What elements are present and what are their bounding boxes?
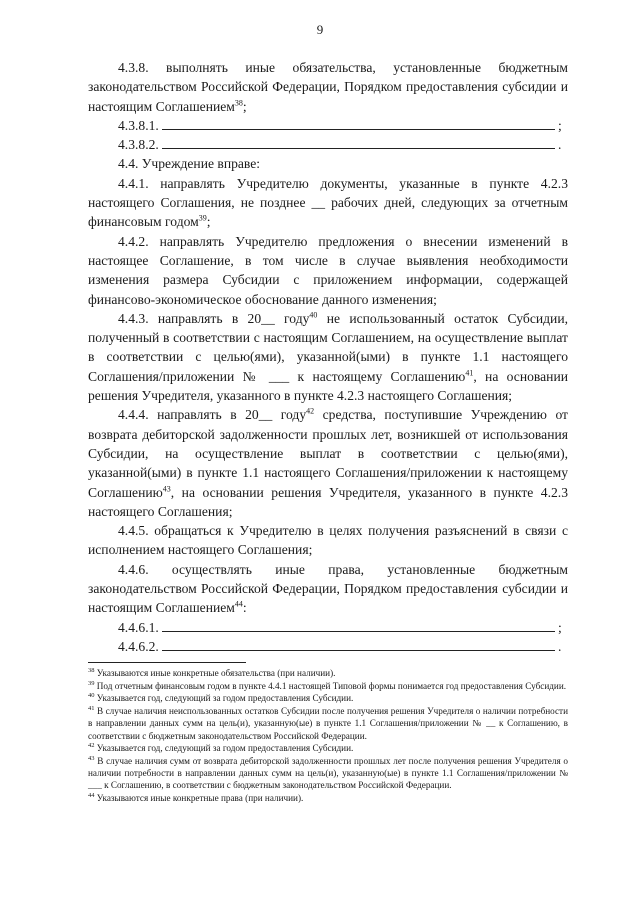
clause-4-4-4: 4.4.4. направлять в 20__ году$^{42}$ средства, поступившие Учреждению от возврата дебиторской задолженности прошлых лет, возникшей от использования Субсидии, на осуществление выплат в соответствии с целью(ями), указанной(ыми) в пункте 1.1 настоящего Соглашения/приложении к настоящему Соглашению$^{43}$, на основании решения Учредителя, указанного в пункте 4.2.3 настоящего Соглашения; — [88, 406, 568, 519]
footnote-ref: 42 — [306, 406, 315, 416]
blank-fill-line — [162, 637, 555, 651]
clause-4-4-6-1: 4.4.6.1. ; — [118, 619, 562, 635]
footnote-ref: 43 — [162, 484, 171, 493]
page-number: 9 — [316, 22, 324, 37]
clause-4-4-1: 4.4.1. направлять Учредителю документы, указанные в пункте 4.2.3 настоящего Соглашения, не позднее __ рабочих дней, следующих за отчетным финансовым годом$^{39}$; — [88, 175, 568, 230]
clause-4-4-6-2: 4.4.6.2. . — [118, 638, 562, 654]
footnote-ref: 38 — [234, 98, 243, 108]
footnote-39: $^{39}$ Под отчетным финансовым годом в пункте 4.4.1 настоящей Типовой формы понимается год предоставления Субсидии. — [88, 679, 567, 691]
clause-4-3-8-1: 4.3.8.1. ; — [118, 117, 562, 133]
footnote-ref: 41 — [465, 368, 474, 378]
clause-4-4: 4.4. Учреждение вправе: — [118, 156, 261, 172]
footnote-38: $^{38}$ Указываются иные конкретные обязательства (при наличии). — [88, 666, 336, 678]
clause-4-4-6: 4.4.6. осуществлять иные права, установленные бюджетным законодательством Российской Федерации, Порядком предоставления субсидии и настоящим Соглашением$^{44}$: — [88, 561, 568, 616]
footnote-44: $^{44}$ Указываются иные конкретные права (при наличии). — [88, 791, 304, 804]
clause-4-3-8-2: 4.3.8.2. . — [118, 137, 562, 153]
blank-fill-line — [162, 618, 555, 632]
footnote-41: $^{41}$ В случае наличия неиспользованных остатков Субсидии после получения решения Учредителя о наличии потребности в направлении данных сумм на цель(и), указанную(ые) в пункте 1.1 Соглашения/приложении № __ к Соглашению, в соответствии с бюджетным законодательством Российской Федерации. — [88, 705, 568, 741]
clause-4-4-2: 4.4.2. направлять Учредителю предложения о внесении изменений в настоящее Соглашение, в том числе в случае выявления необходимости изменения размера Субсидии с приложением информации, содержащей финансово-экономическое обоснование данного изменения; — [88, 233, 568, 307]
footnotes — [88, 667, 568, 805]
footnote-40: $^{40}$ Указывается год, следующий за годом предоставления Субсидии. — [88, 692, 354, 704]
blank-fill-line — [162, 116, 555, 130]
clause-4-4-3: 4.4.3. направлять в 20__ году$^{40}$ не использованный остаток Субсидии, полученный в соответствии с настоящим Соглашением, на осуществление выплат в соответствии с целью(ями), указанной(ыми) в пункте 1.1 настоящего Соглашения/приложении № ___ к настоящему Соглашению$^{41}$, на основании решения Учредителя, указанного в пункте 4.2.3 настоящего Соглашения; — [88, 310, 569, 404]
blank-fill-line — [162, 135, 555, 149]
agreement-body — [88, 58, 568, 656]
clause-4-3-8: 4.3.8. выполнять иные обязательства, установленные бюджетным законодательством Российской Федерации, Порядком предоставления субсидии и настоящим Соглашением$^{38}$; — [88, 60, 568, 114]
footnote-ref: 44 — [234, 599, 243, 609]
footnote-42: $^{42}$ Указывается год, следующий за годом предоставления Субсидии. — [88, 742, 354, 754]
footnote-43: $^{43}$ В случае наличия сумм от возврата дебиторской задолженности прошлых лет после получения решения Учредителя о наличии потребности в направлении данных сумм на цель(и), указанную(ые) в пункте 1.1 Соглашения/приложении № ___ к Соглашению, в соответствии с бюджетным законодательством Российской Федерации. — [88, 754, 568, 791]
footnote-separator — [88, 662, 246, 663]
clause-4-4-5: 4.4.5. обращаться к Учредителю в целях получения разъяснений в связи с исполнением настоящего Соглашения; — [88, 523, 568, 558]
footnote-ref: 40 — [309, 310, 318, 320]
footnote-ref: 39 — [198, 213, 207, 223]
